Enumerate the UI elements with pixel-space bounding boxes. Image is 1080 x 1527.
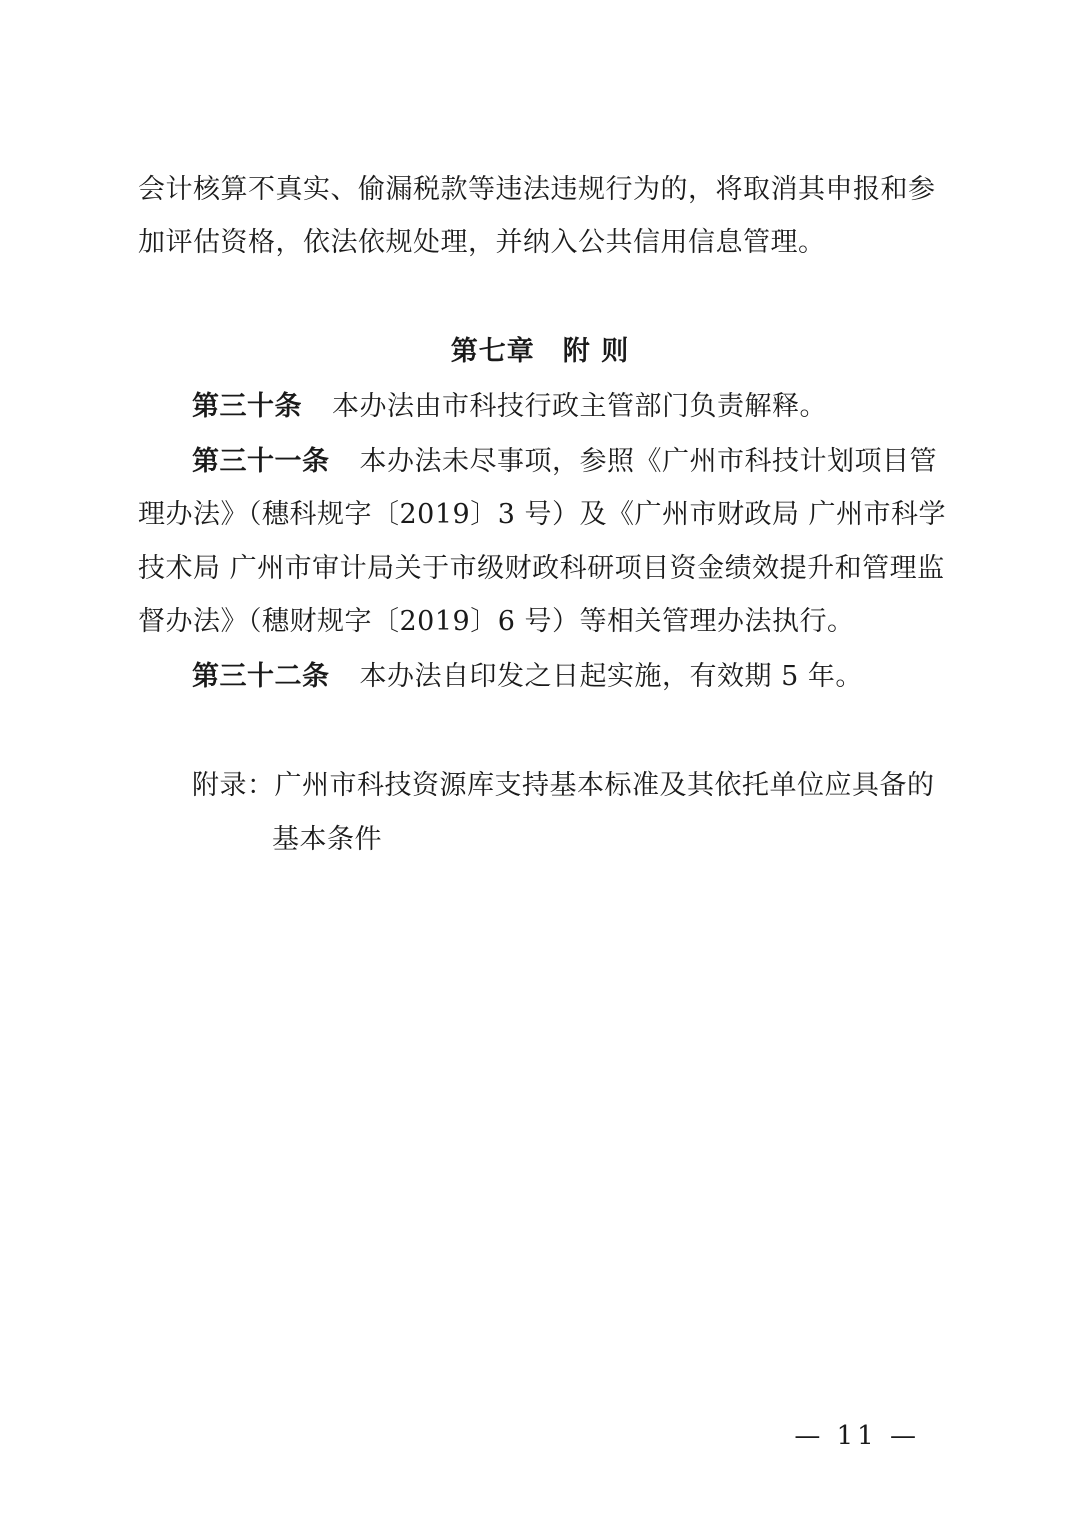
- chapter-title: 第七章 附 则: [450, 336, 630, 367]
- intro-line-1: 会计核算不真实、偷漏税款等违法违规行为的，将取消其申报和参: [138, 174, 936, 205]
- appendix-line-2: 基本条件: [272, 824, 382, 855]
- article-31-line-2: 理办法》（穗科规字〔2019〕3 号）及《广州市财政局 广州市科学: [138, 499, 947, 530]
- article-31-line-4: 督办法》（穗财规字〔2019〕6 号）等相关管理办法执行。: [138, 606, 855, 637]
- article-32-text: 本办法自印发之日起实施，有效期 5 年。: [359, 661, 863, 692]
- page-number: — 11 —: [794, 1421, 920, 1451]
- article-30: [192, 389, 827, 425]
- intro-line-2: 加评估资格，依法依规处理，并纳入公共信用信息管理。: [138, 227, 826, 258]
- article-31-line-1: [192, 444, 937, 480]
- article-32-heading: 第三十二条: [192, 661, 330, 692]
- article-31-line-3: 技术局 广州市审计局关于市级财政科研项目资金绩效提升和管理监: [138, 553, 945, 584]
- article-30-heading: 第三十条: [192, 391, 302, 422]
- article-31-heading: 第三十一条: [192, 446, 330, 477]
- article-31-text-1: 本办法未尽事项，参照《广州市科技计划项目管: [359, 446, 937, 477]
- article-32: [192, 659, 863, 695]
- appendix-line-1: 附录：广州市科技资源库支持基本标准及其依托单位应具备的: [192, 770, 935, 801]
- article-30-text: 本办法由市科技行政主管部门负责解释。: [332, 391, 827, 422]
